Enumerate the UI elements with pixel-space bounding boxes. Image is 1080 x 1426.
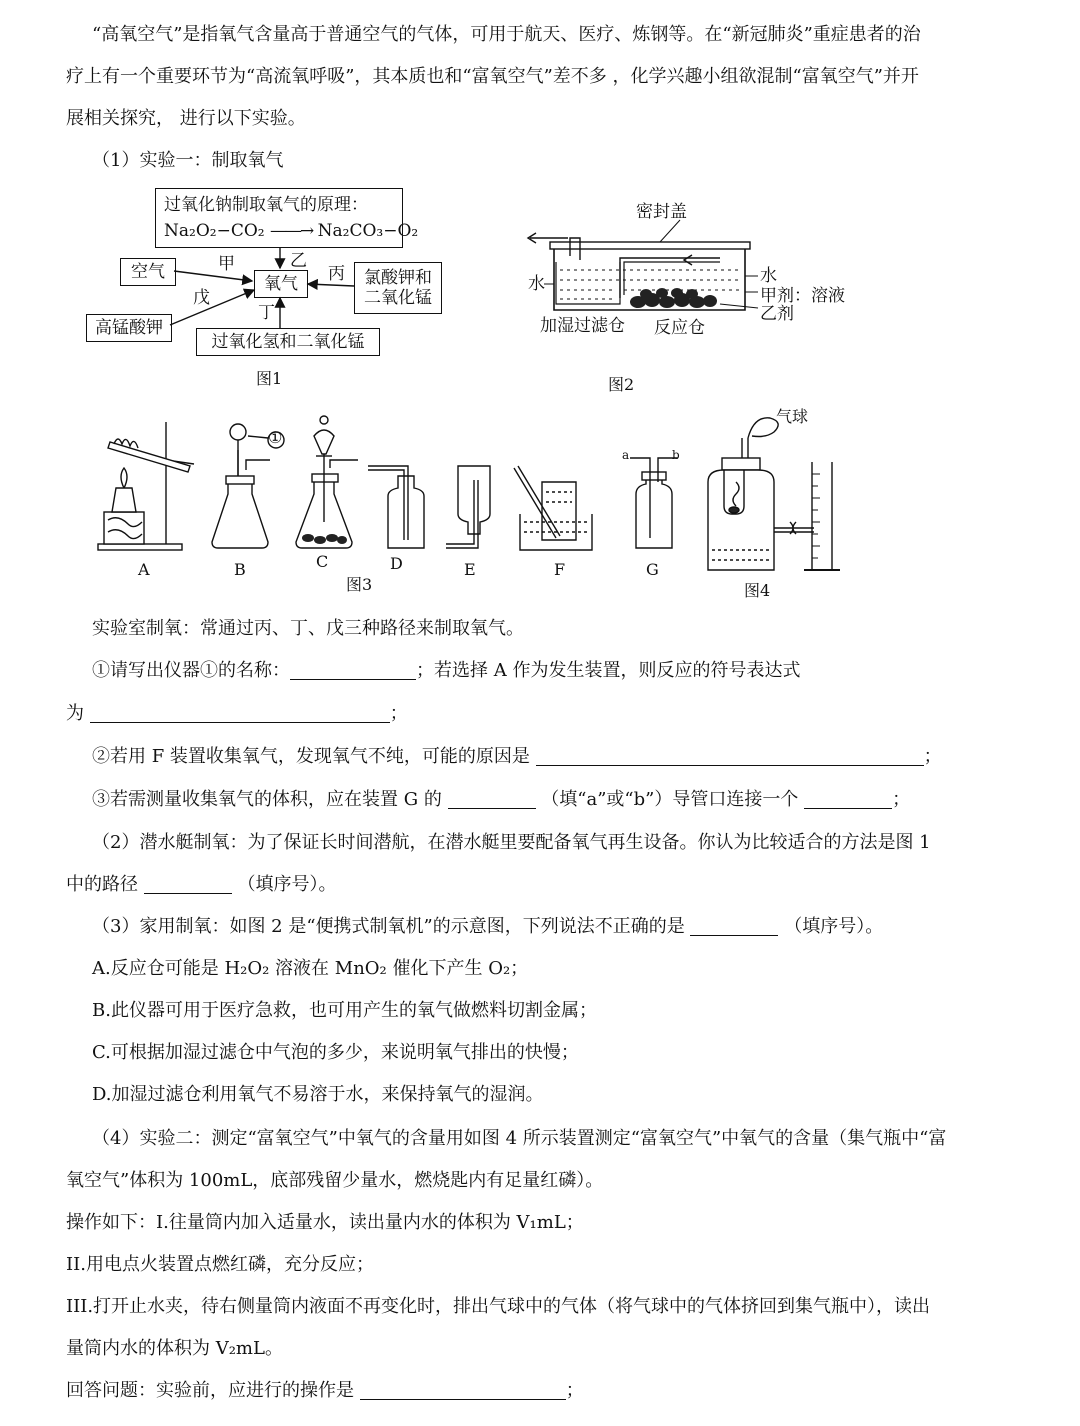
answer-text: 回答问题：实验前，应进行的操作是 — [66, 1380, 354, 1401]
label-d: D — [390, 554, 403, 573]
route-yi: 乙 — [290, 251, 307, 271]
q1-title: （1）实验一：制取氧气 — [92, 150, 284, 171]
apparatus-diagram — [90, 410, 730, 560]
label-g: G — [646, 560, 659, 579]
answer-blank-instrument-name[interactable] — [290, 659, 416, 680]
port-b-label: b — [672, 448, 680, 462]
route-wu: 戊 — [193, 288, 210, 308]
solid-agent-particles — [630, 288, 717, 308]
arrow-bing — [308, 284, 354, 286]
water-right-label: 水 — [760, 266, 777, 286]
kclo3-line-2: 二氧化锰 — [364, 288, 432, 308]
q1-1-text-a: ①请写出仪器①的名称： — [92, 660, 290, 681]
q1-2-text: ②若用 F 装置收集氧气，发现氧气不纯，可能的原因是 — [92, 746, 530, 767]
q3-text-a: （3）家用制氧：如图 2 是“便携式制氧机”的示意图，下列说法不正确的是 — [92, 916, 685, 937]
q2-text-c: （填序号）。 — [237, 874, 337, 895]
kclo3-line-1: 氯酸钾和 — [364, 268, 432, 288]
route-ding: 丁 — [258, 303, 275, 323]
equation-reactants: Na₂O₂−CO₂ — [164, 221, 265, 241]
figure-3-caption: 图3 — [346, 575, 373, 594]
question-4-line-1: （4）实验二：测定“富氧空气”中氧气的含量用如图 4 所示装置测定“富氧空气”中氧气的含量（集气瓶中“富 — [92, 1128, 947, 1149]
kmno4-box: 高锰酸钾 — [86, 314, 172, 342]
question-3 — [92, 906, 1042, 948]
agent-b-label: 乙剂 — [760, 304, 794, 324]
seal-leader — [660, 220, 680, 242]
q1-3-text-b: （填“a”或“b”）导管口连接一个 — [541, 789, 799, 810]
principle-text: 过氧化钠制取氧气的原理： — [164, 195, 368, 215]
flow-arrow-icon — [684, 255, 692, 265]
label-e: E — [464, 560, 476, 579]
question-1-1-cont — [66, 693, 1016, 735]
route-jia: 甲 — [218, 254, 235, 274]
arrow-wu — [170, 290, 254, 325]
question-2-line-2 — [66, 864, 1016, 906]
apparatus-a — [98, 422, 194, 550]
operation-3-line-1: III.打开止水夹，待右侧量筒内液面不再变化时，排出气球中的气体（将气球中的气体挤回到集气瓶中），读出 — [66, 1296, 931, 1317]
balloon-label: 气球 — [776, 407, 809, 426]
seal-cover-label: 密封盖 — [636, 202, 687, 222]
route-bing: 丙 — [328, 264, 345, 284]
apparatus-e — [446, 466, 490, 548]
h2o2-box: 过氧化氢和二氧化锰 — [196, 328, 380, 356]
answer-blank-route[interactable] — [144, 873, 232, 894]
answer-question — [66, 1370, 1016, 1412]
option-d: D.加湿过滤仓利用氧气不易溶于水，来保持氧气的湿润。 — [92, 1084, 544, 1105]
water-left-label: 水 — [528, 274, 545, 294]
question-1-3 — [92, 779, 1042, 821]
operation-2: II.用电点火装置点燃红磷，充分反应； — [66, 1254, 374, 1275]
connecting-tube — [620, 258, 720, 298]
option-c: C.可根据加湿过滤仓中气泡的多少，来说明氧气排出的快慢； — [92, 1042, 579, 1063]
apparatus-d — [368, 466, 424, 548]
option-a: A.反应仓可能是 H₂O₂ 溶液在 MnO₂ 催化下产生 O₂； — [92, 958, 529, 979]
answer-blank-pre-operation[interactable] — [360, 1379, 566, 1400]
question-2-line-1: （2）潜水艇制氧：为了保证长时间潜航，在潜水艇里要配备氧气再生设备。你认为比较适合的方法是图 1 — [92, 832, 931, 853]
answer-blank-port[interactable] — [448, 788, 536, 809]
measurement-apparatus — [700, 410, 860, 580]
figure-1-caption: 图1 — [256, 369, 283, 388]
reactor-label: 反应仓 — [654, 318, 705, 338]
option-b: B.此仪器可用于医疗急救，也可用产生的氧气做燃料切割金属； — [92, 1000, 597, 1021]
apparatus-c — [296, 416, 358, 548]
operation-3-line-2: 量筒内水的体积为 V₂mL。 — [66, 1338, 283, 1359]
answer-blank-equation[interactable] — [90, 702, 390, 723]
apparatus-f — [514, 466, 592, 550]
agent-a-label: 甲剂：溶液 — [760, 286, 845, 306]
figure-4-caption: 图4 — [744, 581, 771, 600]
answer-blank-impurity-reason[interactable] — [536, 745, 924, 766]
q3-text-b: （填序号）。 — [784, 916, 884, 937]
q1-1-text-b: ；若选择 A 作为发生装置，则反应的符号表达式 — [416, 660, 801, 681]
equation-products: Na₂CO₃−O₂ — [317, 221, 419, 241]
question-1-1 — [92, 650, 1042, 692]
equation-arrow-icon: ——→ — [270, 221, 313, 241]
filter-chamber — [556, 262, 620, 304]
intro-line-1: “高氧空气”是指氧气含量高于普通空气的气体，可用于航天、医疗、炼钢等。在“新冠肺炎”重症患者的治 — [92, 24, 921, 45]
question-4-line-2: 氧空气”体积为 100mL，底部残留少量水，燃烧匙内有足量红磷）。 — [66, 1170, 604, 1191]
answer-end: ； — [565, 1380, 584, 1401]
question-1-2 — [92, 736, 1042, 778]
lab-intro: 实验室制氧：常通过丙、丁、戊三种路径来制取氧气。 — [92, 618, 524, 639]
apparatus-g — [630, 458, 678, 548]
answer-blank-instrument[interactable] — [804, 788, 892, 809]
answer-blank-incorrect-option[interactable] — [690, 915, 778, 936]
intro-line-2: 疗上有一个重要环节为“高流氧呼吸”，其本质也和“富氧空气”差不多 ，化学兴趣小组欲混制“富氧空气”并开 — [66, 66, 919, 87]
operation-1: 操作如下：I.往量筒内加入适量水，读出量内水的体积为 V₁mL； — [66, 1212, 584, 1233]
q1-1-text-c: 为 — [66, 703, 84, 724]
label-f: F — [554, 560, 566, 579]
air-box: 空气 — [120, 258, 176, 286]
intro-line-3: 展相关探究， 进行以下实验。 — [66, 108, 306, 129]
label-b: B — [234, 560, 246, 579]
q1-1-end: ； — [389, 703, 408, 724]
label-c: C — [316, 552, 329, 571]
oxygen-box: 氧气 — [254, 270, 308, 298]
figure-2-caption: 图2 — [608, 375, 635, 394]
instrument-1-marker: ① — [268, 428, 283, 447]
q1-2-end: ； — [923, 746, 942, 767]
q1-3-text-a: ③若需测量收集氧气的体积，应在装置 G 的 — [92, 789, 442, 810]
port-a-label: a — [622, 448, 630, 462]
filter-label: 加湿过滤仓 — [540, 316, 625, 336]
q2-text-b: 中的路径 — [66, 874, 138, 895]
balloon-shape — [748, 418, 778, 438]
label-a: A — [138, 560, 150, 579]
arrow-jia — [174, 271, 252, 281]
q1-3-end: ； — [892, 789, 911, 810]
